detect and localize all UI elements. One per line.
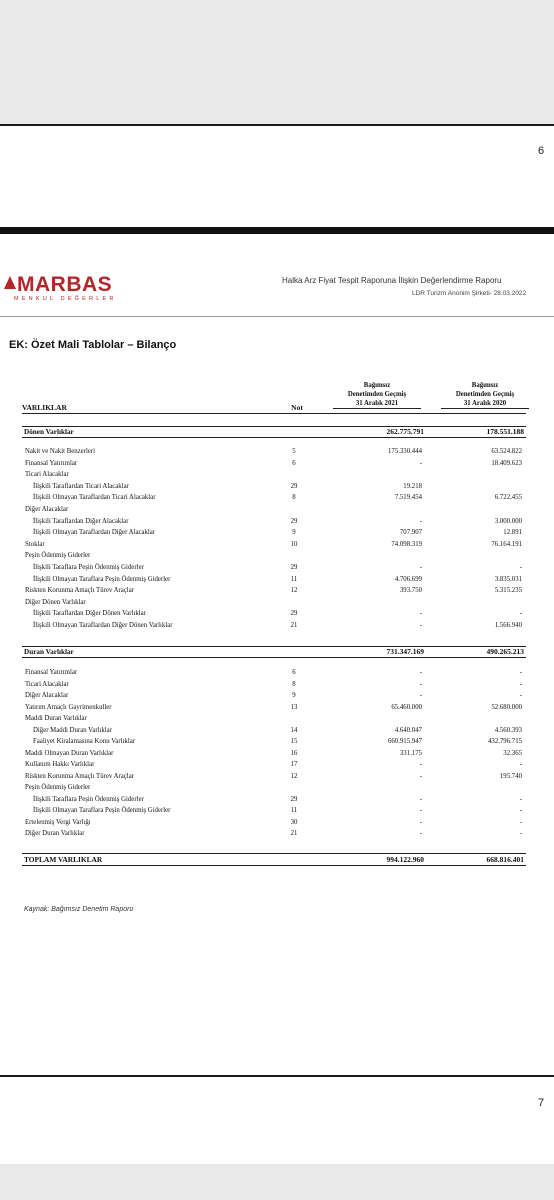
row-label: Riskten Korunma Amaçlı Türev Araçlar: [25, 772, 134, 780]
row-value-2021: -: [419, 761, 422, 768]
row-label: Stoklar: [25, 540, 45, 548]
row-value-2021: 393.750: [399, 587, 422, 595]
row-label: İlişkili Taraflardan Ticari Alacaklar: [33, 482, 129, 490]
row-note: 29: [290, 795, 298, 803]
page-edge-top: [0, 124, 554, 126]
row-value-2020: -: [519, 610, 522, 618]
row-note: 29: [290, 564, 298, 571]
row-note: 29: [290, 482, 298, 490]
row-note: 17: [290, 761, 298, 768]
row-value-2020: -: [519, 818, 522, 826]
row-label: Peşin Ödenmiş Giderler: [25, 784, 91, 791]
table-row: [22, 575, 526, 584]
row-value-2021: -: [419, 795, 422, 803]
row-label: İlişkili Taraflardan Diğer Dönen Varlıklar: [33, 610, 146, 618]
row-note: 9: [292, 529, 296, 537]
table-row: [22, 703, 526, 712]
row-value-2021: 660.915.947: [388, 738, 422, 745]
row-value-2021: -: [419, 610, 422, 618]
report-subtitle: LDR Turizm Anonim Şirketi- 28.03.2022: [412, 290, 527, 297]
row-value-2021: -: [419, 459, 422, 467]
row-value-2020: 5.315.235: [494, 587, 522, 595]
row-label: Kullanım Hakkı Varlıklar: [25, 761, 95, 768]
column-header-2021: [333, 381, 421, 409]
table-row: [22, 795, 526, 804]
row-value-2020: 3.835.031: [494, 575, 522, 583]
row-label: Ticari Alacaklar: [25, 471, 69, 479]
row-label: İlişkili Taraflardan Diğer Alacaklar: [33, 517, 129, 525]
row-value-2021: 175.330.444: [388, 448, 422, 455]
logo-tagline: MENKUL DEĞERLER: [14, 296, 117, 302]
row-note: 11: [290, 575, 298, 583]
logo-name: MARBAS: [17, 273, 113, 296]
row-label: Diğer Duran Varlıklar: [25, 830, 85, 837]
column-header-2021-line3: 31 Aralık 2021: [333, 399, 421, 409]
row-value-2020: 12.891: [503, 529, 522, 537]
table-row: [22, 783, 526, 792]
table-row: [22, 447, 526, 456]
row-value-2021: 19.218: [403, 482, 422, 490]
section-title: EK: Özet Mali Tablolar – Bilanço: [9, 339, 177, 351]
row-note: 14: [290, 726, 298, 734]
row-note: 21: [290, 830, 298, 837]
table-header-rule: [22, 413, 526, 414]
table-row: [22, 459, 526, 468]
row-value-2020: 1.566.940: [494, 622, 522, 629]
row-note: 21: [290, 622, 298, 629]
row-label: İlişkili Olmayan Taraflara Peşin Ödenmiş Giderler: [33, 575, 171, 583]
row-note: 8: [292, 680, 296, 688]
table-row: [22, 540, 526, 549]
row-value-2020: 63.524.822: [491, 448, 522, 455]
current-assets-heading: [22, 426, 526, 438]
table-row: [22, 505, 526, 514]
row-label: Nakit ve Nakit Benzerleri: [25, 448, 96, 455]
column-header-2020-line2: Denetimden Geçmiş: [455, 391, 515, 398]
top-gray-band: [0, 0, 554, 124]
row-value-2020: -: [519, 692, 522, 699]
row-label: Ertelenmiş Vergi Varlığı: [25, 818, 91, 826]
noncurrent-assets-2020: 490.265.213: [486, 647, 524, 656]
table-row: [22, 586, 526, 595]
table-row: [22, 493, 526, 502]
table-row: [22, 772, 526, 781]
row-label: İlişkili Taraflara Peşin Ödenmiş Giderler: [33, 564, 144, 571]
total-assets-label: TOPLAM VARLIKLAR: [24, 855, 103, 864]
table-row: [22, 714, 526, 723]
total-assets-2021: 994.122.960: [386, 855, 424, 864]
row-label: Ticari Alacaklar: [25, 680, 69, 688]
row-value-2021: -: [419, 622, 422, 629]
row-label: Finansal Yatırımlar: [25, 459, 78, 467]
page-edge-bottom: [0, 1075, 554, 1077]
row-value-2020: 18.409.623: [491, 459, 522, 467]
marbas-logo: [4, 274, 117, 302]
row-label: Diğer Dönen Varlıklar: [25, 598, 86, 606]
table-row: [22, 528, 526, 537]
row-value-2020: 195.740: [499, 772, 522, 780]
row-note: 6: [292, 669, 296, 676]
row-value-2021: -: [419, 564, 422, 571]
table-row: [22, 668, 526, 677]
row-value-2021: -: [419, 680, 422, 688]
noncurrent-assets-2021: 731.347.169: [386, 647, 424, 656]
row-value-2021: 4.706.699: [394, 575, 422, 583]
noncurrent-assets-label: Duran Varlıklar: [24, 648, 74, 656]
row-value-2021: -: [419, 669, 422, 676]
row-value-2020: -: [519, 795, 522, 803]
column-label-note: Not: [291, 403, 303, 412]
row-label: İlişkili Olmayan Taraflardan Ticari Alacaklar: [33, 494, 156, 502]
row-value-2020: -: [519, 669, 522, 676]
current-assets-label: Dönen Varlıklar: [24, 428, 74, 436]
table-row: [22, 691, 526, 700]
row-label: Peşin Ödenmiş Giderler: [25, 552, 91, 560]
row-value-2021: -: [419, 772, 422, 780]
row-note: 16: [290, 749, 298, 757]
row-value-2021: 7.519.454: [394, 494, 422, 502]
logo-triangle-icon: [4, 276, 16, 289]
row-note: 29: [290, 517, 298, 525]
row-value-2021: -: [419, 692, 422, 699]
row-value-2020: 3.000.000: [494, 517, 522, 525]
row-note: 12: [290, 772, 298, 780]
row-value-2020: 4.560.393: [494, 726, 522, 734]
column-header-2021-line1: Bağımsız: [363, 382, 391, 389]
table-row: [22, 517, 526, 526]
row-note: 8: [292, 494, 296, 502]
row-label: İlişkili Taraflara Peşin Ödenmiş Giderler: [33, 795, 144, 803]
row-value-2020: 32.365: [503, 749, 522, 757]
row-value-2021: 74.098.319: [391, 540, 422, 548]
column-header-2020-line3: 31 Aralık 2020: [441, 399, 529, 409]
row-note: 9: [292, 692, 296, 699]
row-label: İlişkili Olmayan Taraflardan Diğer Dönen Varlıklar: [33, 622, 173, 629]
table-row: [22, 598, 526, 607]
current-assets-2020: 178.551.188: [486, 427, 524, 436]
row-value-2021: -: [419, 830, 422, 837]
row-label: Diğer Alacaklar: [25, 692, 69, 699]
total-assets-row: [22, 853, 526, 866]
row-note: 12: [290, 587, 298, 595]
table-row: [22, 680, 526, 689]
column-label-assets: VARLIKLAR: [22, 403, 67, 412]
table-row: [22, 760, 526, 769]
row-value-2021: -: [419, 807, 422, 814]
row-value-2021: 707.907: [399, 529, 422, 537]
row-note: 6: [292, 459, 296, 467]
row-value-2020: 76.164.191: [491, 540, 522, 548]
row-value-2020: -: [519, 761, 522, 768]
table-row: [22, 482, 526, 491]
row-value-2020: -: [519, 564, 522, 571]
page-separator: [0, 227, 554, 234]
row-label: Faaliyet Kiralamasına Konu Varlıklar: [33, 738, 135, 745]
table-row: [22, 609, 526, 618]
table-row: [22, 726, 526, 735]
row-label: Maddi Olmayan Duran Varlıklar: [25, 749, 114, 757]
row-label: Diğer Alacaklar: [25, 506, 69, 513]
row-label: Riskten Korunma Amaçlı Türev Araçlar: [25, 587, 134, 595]
row-value-2021: 65.460.000: [391, 703, 422, 711]
table-row: [22, 806, 526, 815]
source-note: Kaynak: Bağımsız Denetim Raporu: [24, 906, 134, 913]
table-row: [22, 470, 526, 479]
row-label: İlişkili Olmayan Taraflara Peşin Ödenmiş Giderler: [33, 807, 171, 814]
row-note: 30: [290, 818, 298, 826]
row-value-2020: -: [519, 830, 522, 837]
bottom-gray-band: [0, 1164, 554, 1200]
row-note: 11: [290, 807, 298, 814]
row-value-2020: -: [519, 680, 522, 688]
table-row: [22, 563, 526, 572]
table-row: [22, 749, 526, 758]
report-title: Halka Arz Fiyat Tespit Raporuna İlişkin Değerlendirme Raporu: [282, 276, 502, 285]
table-row: [22, 829, 526, 838]
row-note: 13: [290, 703, 298, 711]
total-assets-2020: 668.816.401: [486, 855, 524, 864]
row-label: Maddi Duran Varlıklar: [25, 715, 87, 722]
row-note: 5: [292, 448, 296, 455]
row-label: Diğer Maddi Duran Varlıklar: [33, 726, 112, 734]
page-number-prev: 6: [538, 145, 545, 157]
row-value-2021: -: [419, 517, 422, 525]
column-header-2020-line1: Bağımsız: [471, 382, 499, 389]
noncurrent-assets-heading: [22, 646, 526, 658]
header-divider: [0, 316, 554, 317]
column-header-2020: [441, 381, 529, 409]
row-note: 10: [290, 540, 298, 548]
row-value-2021: 331.175: [399, 749, 422, 757]
page-number-next: 7: [538, 1097, 545, 1109]
column-header-2021-line2: Denetimden Geçmiş: [347, 391, 407, 398]
row-note: 29: [290, 610, 298, 618]
row-label: İlişkili Olmayan Taraflardan Diğer Alacaklar: [33, 529, 156, 537]
row-value-2021: 4.640.047: [394, 726, 422, 734]
row-label: Finansal Yatırımlar: [25, 669, 78, 676]
row-value-2020: 6.722.455: [494, 494, 522, 502]
row-value-2020: -: [519, 807, 522, 814]
current-assets-2021: 262.775.791: [386, 427, 424, 436]
row-value-2021: -: [419, 818, 422, 826]
table-row: [22, 818, 526, 827]
row-value-2020: 52.680.000: [491, 703, 522, 711]
row-note: 15: [290, 738, 298, 745]
table-row: [22, 621, 526, 630]
row-value-2020: 432.796.715: [488, 738, 522, 745]
table-row: [22, 551, 526, 560]
table-row: [22, 737, 526, 746]
row-label: Yatırım Amaçlı Gayrimenkuller: [25, 703, 112, 711]
